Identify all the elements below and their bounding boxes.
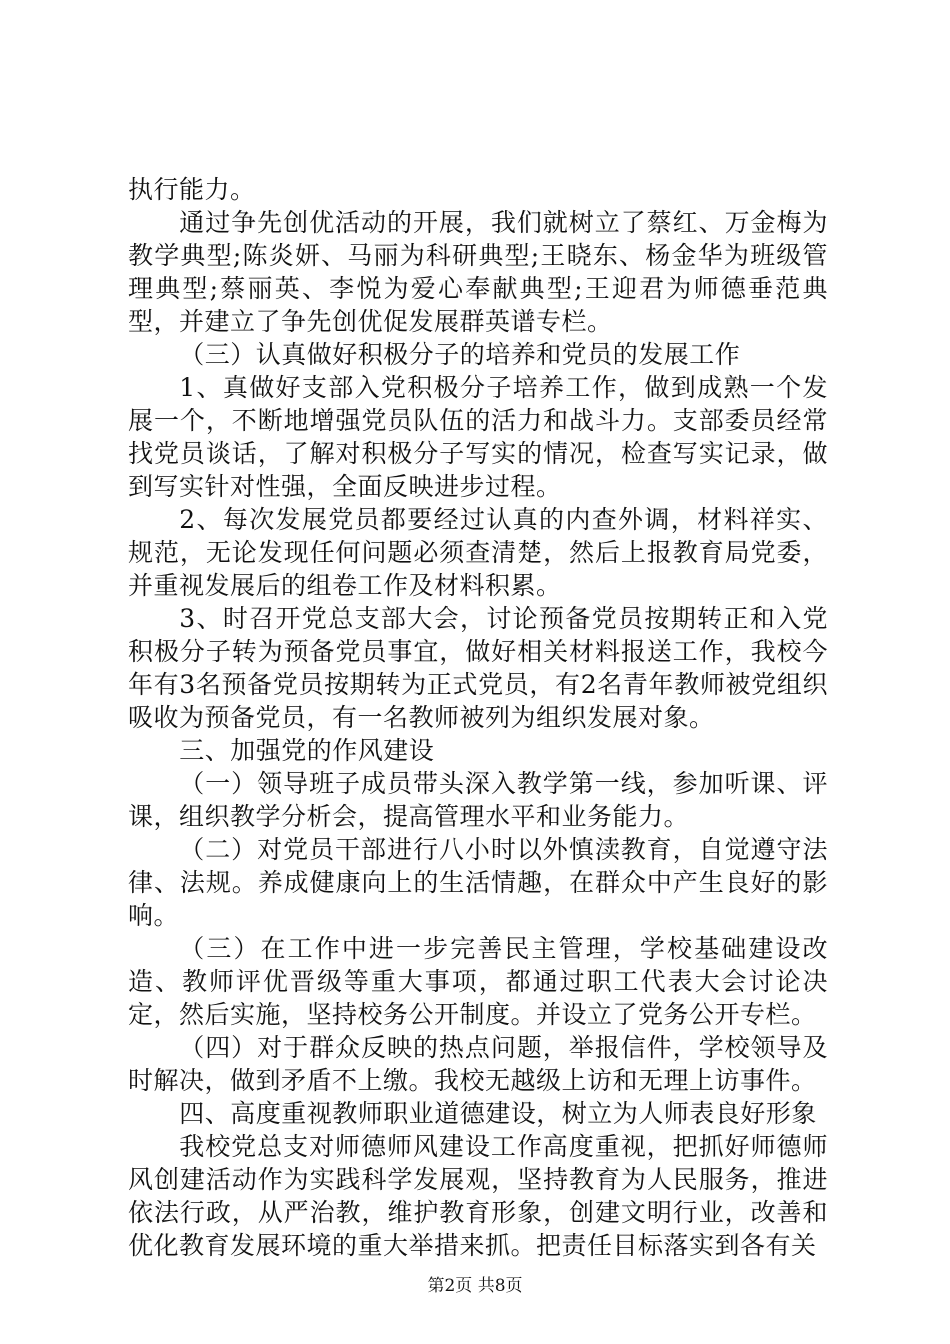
document-body: [128, 173, 828, 1262]
paragraph: （三）认真做好积极分子的培养和党员的发展工作: [179, 340, 741, 369]
paragraph: 2、每次发展党员都要经过认真的内查外调，材料祥实、规范，无论发现任何问题必须查清楚，然后上报教育局党委，并重视发展后的组卷工作及材料积累。: [128, 505, 828, 600]
page-footer: [0, 1271, 950, 1296]
paragraph: 通过争先创优活动的开展，我们就树立了蔡红、万金梅为教学典型;陈炎妍、马丽为科研典型;王晓东、杨金华为班级管理典型;蔡丽英、李悦为爱心奉献典型;王迎君为师德垂范典型，并建立了争先创优促发展群英谱专栏。: [128, 208, 828, 336]
page-number: 第2页 共8页: [427, 1276, 523, 1296]
paragraph: （一）领导班子成员带头深入教学第一线，参加听课、评课，组织教学分析会，提高管理水平和业务能力。: [128, 769, 828, 831]
paragraph: 我校党总支对师德师风建设工作高度重视，把抓好师德师风创建活动作为实践科学发展观，坚持教育为人民服务，推进依法行政，从严治教，维护教育形象，创建文明行业，改善和优化教育发展环境的重大举措来抓。把责任目标落实到各有关: [128, 1132, 828, 1260]
paragraph: 执行能力。: [128, 175, 256, 204]
section-heading: 四、高度重视教师职业道德建设，树立为人师表良好形象: [179, 1099, 817, 1128]
paragraph: （二）对党员干部进行八小时以外慎渎教育，自觉遵守法律、法规。养成健康向上的生活情趣，在群众中产生良好的影响。: [128, 835, 828, 930]
paragraph: 1、真做好支部入党积极分子培养工作，做到成熟一个发展一个，不断地增强党员队伍的活力和战斗力。支部委员经常找党员谈话，了解对积极分子写实的情况，检查写实记录，做到写实针对性强，全面反映进步过程。: [128, 373, 828, 501]
paragraph: （三）在工作中进一步完善民主管理，学校基础建设改造、教师评优晋级等重大事项，都通过职工代表大会讨论决定，然后实施，坚持校务公开制度。并设立了党务公开专栏。: [128, 934, 828, 1029]
paragraph: 3、时召开党总支部大会，讨论预备党员按期转正和入党积极分子转为预备党员事宜，做好相关材料报送工作，我校今年有3名预备党员按期转为正式党员，有2名青年教师被党组织吸收为预备党员，有一名教师被列为组织发展对象。: [128, 604, 828, 732]
paragraph: （四）对于群众反映的热点问题，举报信件，学校领导及时解决，做到矛盾不上缴。我校无越级上访和无理上访事件。: [128, 1033, 828, 1095]
section-heading: 三、加强党的作风建设: [179, 736, 435, 765]
